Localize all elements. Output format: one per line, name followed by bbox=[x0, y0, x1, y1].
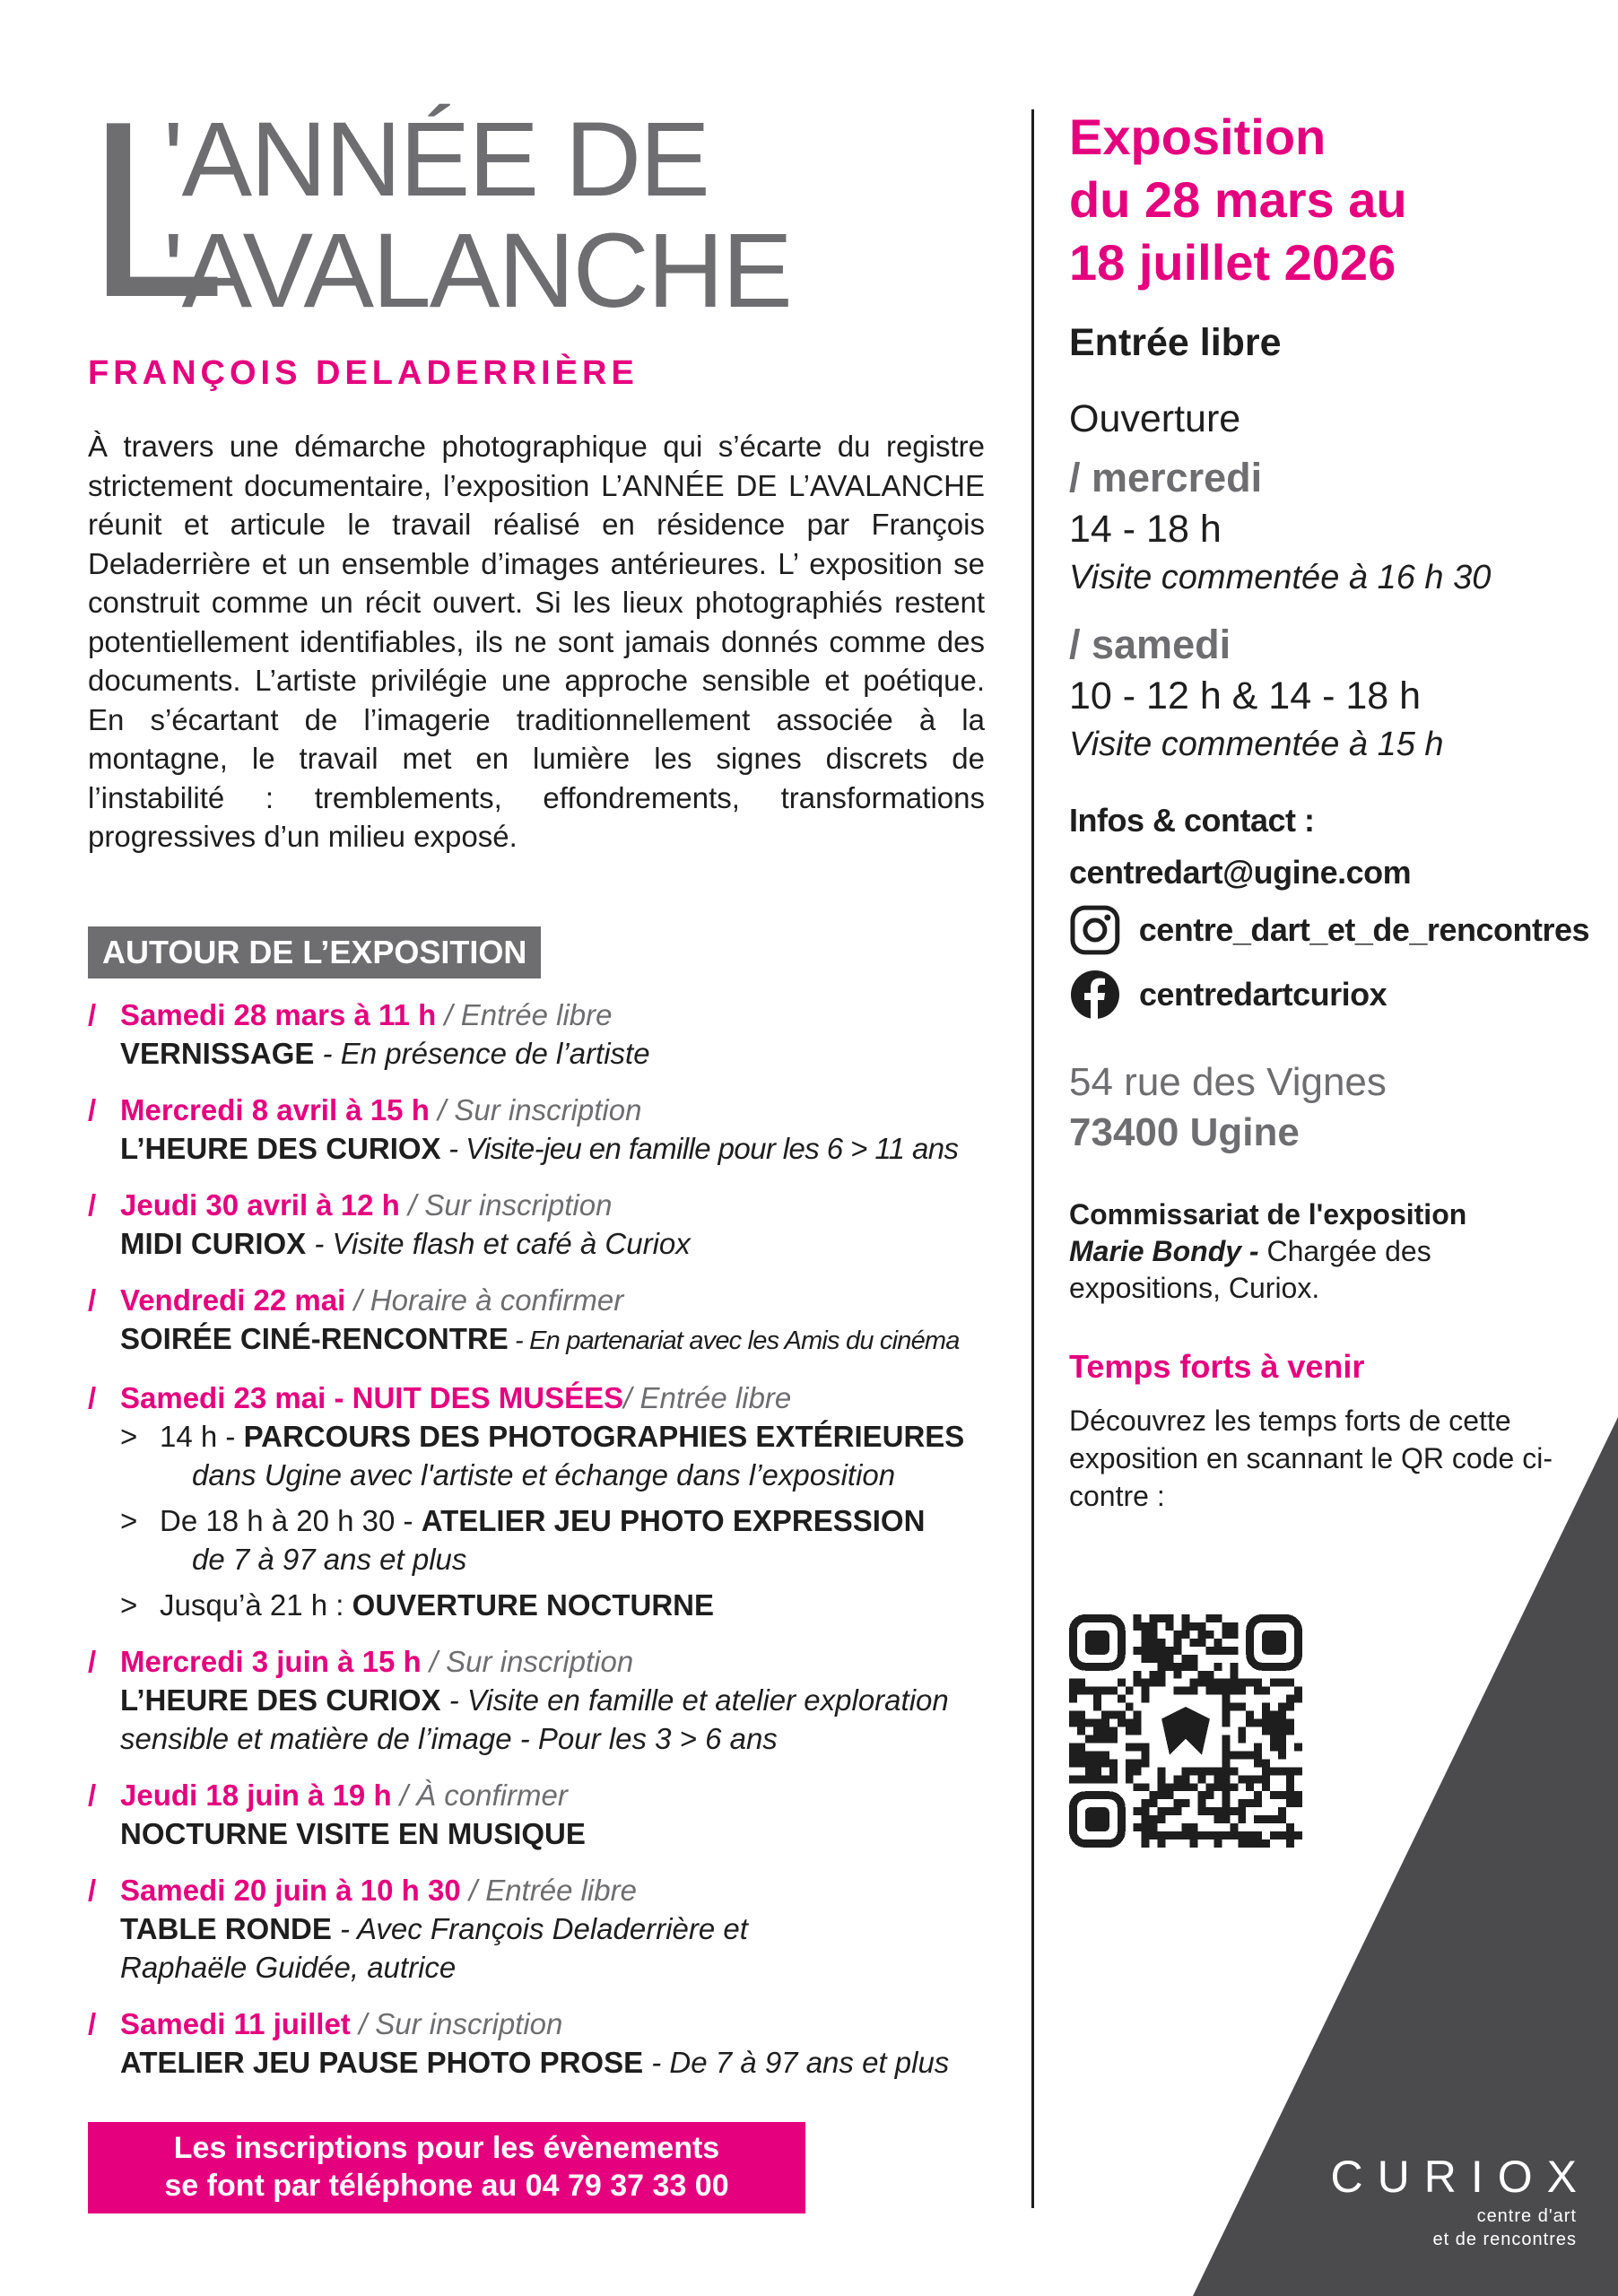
sub-event-time: Jusqu’à 21 h : bbox=[160, 1588, 352, 1622]
event-note: / Sur inscription bbox=[350, 2007, 563, 2040]
event-slash: / bbox=[88, 1779, 97, 1812]
day-label: / samedi bbox=[1069, 622, 1231, 667]
arrow-icon: > bbox=[120, 1504, 138, 1537]
sub-event-title: ATELIER JEU PHOTO EXPRESSION bbox=[421, 1504, 926, 1537]
event-slash: / bbox=[88, 998, 97, 1031]
event-desc-continued: Raphaële Guidée, autrice bbox=[120, 1951, 457, 1984]
event-date: Samedi 20 juin à 10 h 30 bbox=[120, 1874, 461, 1907]
event-desc: - Visite flash et café à Curiox bbox=[306, 1227, 691, 1260]
registration-line-2: se font par téléphone au 04 79 37 33 00 bbox=[164, 2169, 729, 2203]
highlights-text: Découvrez les temps forts de cette exposition en scannant le QR code ci-contre : bbox=[1069, 1405, 1553, 1512]
facebook-icon bbox=[1069, 969, 1121, 1021]
expo-line-1: Exposition bbox=[1069, 109, 1327, 165]
arrow-icon: > bbox=[120, 1420, 138, 1453]
curator-role: Chargée des expositions, Curiox. bbox=[1069, 1235, 1431, 1304]
logo-subtitle-2: et de rencontres bbox=[1432, 2230, 1577, 2249]
event-date: Jeudi 30 avril à 12 h bbox=[120, 1188, 400, 1222]
title-line-1: 'ANNÉE DE bbox=[163, 100, 709, 219]
event-name: NOCTURNE VISITE EN MUSIQUE bbox=[120, 1817, 586, 1850]
event-date: Samedi 28 mars à 11 h bbox=[120, 998, 437, 1031]
event-note: / Entrée libre bbox=[623, 1381, 792, 1414]
event-slash: / bbox=[88, 1381, 97, 1414]
info-column bbox=[1069, 106, 1589, 1515]
sub-event-desc: de 7 à 97 ans et plus bbox=[192, 1543, 467, 1576]
exhibition-title bbox=[86, 70, 893, 350]
artist-name: FRANÇOIS DELADERRIÈRE bbox=[88, 354, 639, 392]
event-name: SOIRÉE CINÉ-RENCONTRE bbox=[120, 1322, 509, 1355]
event-name: L’HEURE DES CURIOX bbox=[120, 1132, 441, 1165]
sub-event bbox=[88, 1417, 1003, 1494]
event-date: Samedi 11 juillet bbox=[120, 2007, 351, 2040]
event-slash: / bbox=[88, 1283, 97, 1317]
event-note: / Sur inscription bbox=[421, 1645, 634, 1678]
event-date: Mercredi 3 juin à 15 h bbox=[120, 1645, 422, 1678]
event-item-nuit-des-musees bbox=[88, 1378, 1003, 1624]
column-divider bbox=[1031, 109, 1034, 2208]
event-note: / Entrée libre bbox=[436, 998, 613, 1031]
sub-event bbox=[88, 1586, 1003, 1624]
event-name: L’HEURE DES CURIOX bbox=[120, 1683, 441, 1717]
event-slash: / bbox=[88, 2007, 97, 2040]
section-title: AUTOUR DE L’EXPOSITION bbox=[88, 926, 541, 978]
free-entry: Entrée libre bbox=[1069, 321, 1282, 364]
event-note: / Entrée libre bbox=[460, 1874, 637, 1907]
event-desc: - En partenariat avec les Amis du cinéma bbox=[508, 1326, 960, 1355]
logo-wordmark: CURIOX bbox=[1330, 2152, 1591, 2202]
day-hours: 10 - 12 h & 14 - 18 h bbox=[1069, 674, 1422, 718]
day-hours: 14 - 18 h bbox=[1069, 508, 1222, 551]
event-desc: - En présence de l’artiste bbox=[314, 1037, 650, 1070]
sub-event-time: 14 h - bbox=[160, 1420, 244, 1453]
sub-event-title: PARCOURS DES PHOTOGRAPHIES EXTÉRIEURES bbox=[243, 1420, 965, 1453]
curiox-logo bbox=[1308, 2151, 1591, 2249]
arrow-icon: > bbox=[120, 1588, 138, 1622]
sub-event-time: De 18 h à 20 h 30 - bbox=[160, 1504, 422, 1537]
instagram-icon bbox=[1069, 904, 1121, 956]
intro-paragraph: À travers une démarche photographique qui s’écarte du registre strictement documentaire, l’exposition L’ANNÉE DE L’AVALANCHE réunit et articule le travail réalisé en résidence par François Deladerrière et un ensemble d’images antérieures. L’ exposition se construit comme un récit ouvert. Si les lieux photographiés restent potentiellement identifiables, ils ne sont jamais donnés comme des documents. L’artiste privilégie une approche sensible et poétique. En s’écartant de l’imagerie traditionnellement associée à la montagne, le travail met en lumière les signes discrets de l’instabilité : tremblements, effondrements, transformations progressives d’un milieu exposé. bbox=[88, 430, 985, 853]
event-item bbox=[88, 1871, 1003, 1987]
facebook-link[interactable] bbox=[1069, 969, 1589, 1021]
title-line-2: 'AVALANCHE bbox=[163, 212, 791, 330]
event-desc: - Visite en famille et atelier exploration bbox=[440, 1683, 949, 1717]
event-item bbox=[88, 1091, 1003, 1168]
events-list bbox=[88, 996, 1003, 2100]
event-note: / Sur inscription bbox=[429, 1093, 642, 1126]
sub-event bbox=[88, 1501, 1003, 1578]
logo-subtitle-1: centre d'art bbox=[1476, 2206, 1577, 2226]
highlights-heading: Temps forts à venir bbox=[1069, 1348, 1365, 1385]
event-slash: / bbox=[88, 1645, 97, 1678]
instagram-handle: centre_dart_et_de_rencontres bbox=[1138, 911, 1589, 948]
contact-heading: Infos & contact : bbox=[1069, 802, 1315, 839]
event-date: Mercredi 8 avril à 15 h bbox=[120, 1093, 430, 1126]
event-slash: / bbox=[88, 1093, 97, 1126]
address-city: 73400 Ugine bbox=[1069, 1110, 1300, 1154]
sub-event-title: OUVERTURE NOCTURNE bbox=[352, 1588, 715, 1622]
event-item bbox=[88, 1776, 1003, 1853]
event-name: ATELIER JEU PAUSE PHOTO PROSE bbox=[120, 2046, 644, 2079]
guided-visit: Visite commentée à 16 h 30 bbox=[1069, 559, 1492, 596]
expo-line-2: du 28 mars au bbox=[1069, 171, 1407, 228]
expo-line-3: 18 juillet 2026 bbox=[1069, 234, 1396, 291]
event-item bbox=[88, 1186, 1003, 1263]
exhibition-dates bbox=[1069, 106, 1589, 294]
title-initial: L bbox=[86, 70, 226, 350]
curator-info bbox=[1069, 1196, 1589, 1307]
event-item bbox=[88, 1281, 1003, 1361]
contact-email[interactable]: centredart@ugine.com bbox=[1069, 854, 1412, 891]
registration-line-1: Les inscriptions pour les évènements bbox=[173, 2131, 720, 2165]
event-date: Jeudi 18 juin à 19 h bbox=[120, 1779, 392, 1812]
event-desc: - Avec François Deladerrière et bbox=[331, 1912, 748, 1945]
address-street: 54 rue des Vignes bbox=[1069, 1060, 1387, 1104]
event-date: Samedi 23 mai - NUIT DES MUSÉES bbox=[120, 1381, 624, 1414]
event-name: VERNISSAGE bbox=[120, 1037, 315, 1070]
event-desc-continued: sensible et matière de l’image - Pour les 3 > 6 ans bbox=[120, 1722, 778, 1755]
event-note: / Sur inscription bbox=[399, 1188, 613, 1222]
event-name: MIDI CURIOX bbox=[120, 1227, 307, 1260]
event-slash: / bbox=[88, 1874, 97, 1907]
curator-heading: Commissariat de l'exposition bbox=[1069, 1198, 1467, 1231]
facebook-handle: centredartcuriox bbox=[1139, 976, 1387, 1013]
event-note: / Horaire à confirmer bbox=[345, 1283, 624, 1317]
opening-wednesday bbox=[1069, 452, 1589, 601]
opening-heading: Ouverture bbox=[1069, 397, 1241, 440]
event-desc: - Visite-jeu en famille pour les 6 > 11 ans bbox=[440, 1132, 959, 1165]
event-date: Vendredi 22 mai bbox=[120, 1283, 346, 1317]
event-slash: / bbox=[88, 1188, 97, 1222]
qr-code[interactable] bbox=[1069, 1614, 1302, 1848]
event-item bbox=[88, 2005, 1003, 2082]
sub-event-desc: dans Ugine avec l'artiste et échange dans l’exposition bbox=[192, 1458, 896, 1492]
instagram-link[interactable] bbox=[1069, 904, 1589, 956]
event-desc: - De 7 à 97 ans et plus bbox=[643, 2046, 950, 2079]
registration-banner bbox=[88, 2122, 805, 2213]
event-name: TABLE RONDE bbox=[120, 1912, 332, 1945]
event-item bbox=[88, 1642, 1003, 1758]
event-item bbox=[88, 996, 1003, 1073]
opening-saturday bbox=[1069, 619, 1589, 768]
day-label: / mercredi bbox=[1069, 455, 1263, 500]
event-note: / À confirmer bbox=[391, 1779, 568, 1812]
curator-name: Marie Bondy - bbox=[1069, 1235, 1259, 1267]
guided-visit: Visite commentée à 15 h bbox=[1069, 726, 1444, 763]
